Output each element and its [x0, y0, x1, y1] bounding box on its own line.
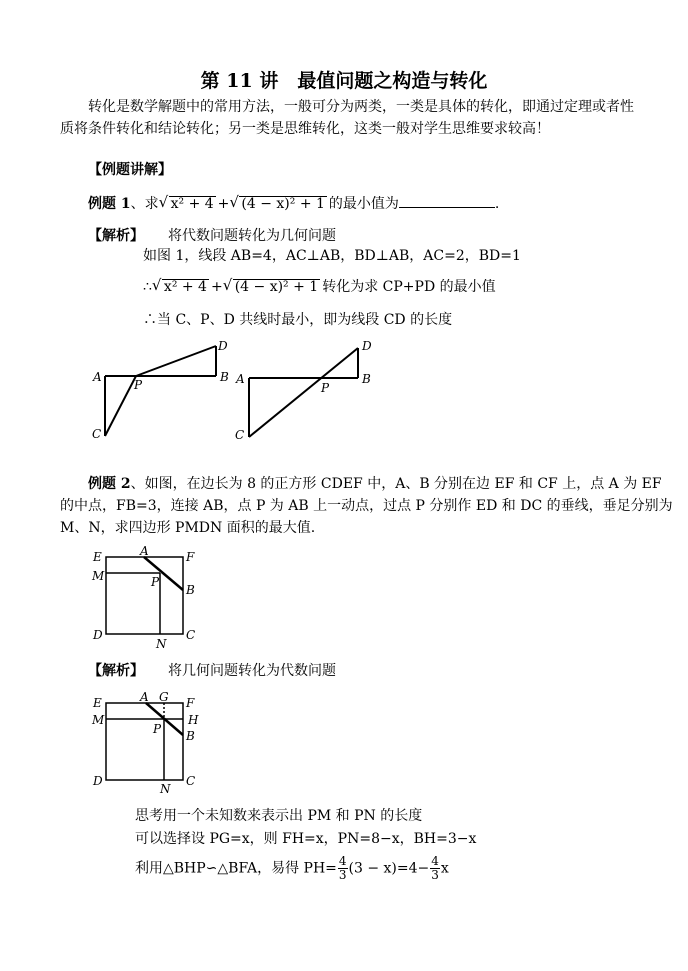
fig3-label-b: B: [186, 729, 195, 743]
fig3-label-h: H: [188, 713, 199, 727]
fig1b-label-b: B: [362, 372, 371, 386]
analysis-text-2: 将几何问题转化为代数问题: [168, 663, 336, 679]
analysis-label-1: 【解析】: [88, 228, 144, 244]
think-line-3: 利用△BHP∽△BFA，易得 PH= $\frac{4}{3}$ (3 − x)=4− $\frac{4}{3}$ x: [135, 854, 449, 882]
fig1b-label-a: A: [236, 372, 245, 386]
analysis-text-1: 将代数问题转化为几何问题: [168, 228, 336, 244]
analysis-label-2: 【解析】: [88, 663, 144, 679]
fig2-label-a: A: [140, 544, 149, 558]
think-line-1: 思考用一个未知数来表示出 PM 和 PN 的长度: [135, 808, 423, 824]
fig2-label-p: P: [151, 575, 160, 589]
fig2-label-m: M: [92, 569, 105, 583]
page-title: 第 11 讲 最值问题之构造与转化: [200, 70, 488, 92]
example-2-line-1: 例题 2、如图，在边长为 8 的正方形 CDEF 中，A、B 分别在边 EF 和 CF 上，点 A 为 EF: [88, 476, 662, 492]
fig1-label-p: P: [134, 378, 143, 392]
fig1b-label-c: C: [235, 428, 245, 442]
think-line-2: 可以选择设 PG=x，则 FH=x，PN=8−x，BH=3−x: [135, 831, 477, 847]
radical-2: √ (4 − x)² + 1: [229, 193, 327, 215]
example-2-label: 例题 2: [88, 476, 131, 492]
fig3-label-n: N: [160, 782, 171, 796]
fig3-label-e: E: [93, 696, 102, 710]
fig2-label-f: F: [186, 550, 195, 564]
section-label: 【例题讲解】: [88, 162, 172, 178]
example-1-suffix: 的最小值为: [328, 196, 399, 212]
fig3-label-m: M: [92, 713, 105, 727]
fig3-label-f: F: [186, 696, 195, 710]
fig1-label-c: C: [92, 427, 102, 441]
fig2-label-n: N: [156, 637, 167, 651]
fig1-label-a: A: [93, 370, 102, 384]
fig1b-label-d: D: [362, 339, 372, 353]
example-1-label: 例题 1: [88, 196, 131, 212]
example-2-analysis: [88, 660, 336, 682]
fig2-label-e: E: [93, 550, 102, 564]
example-1-line-3: ∴√ x² + 4 +√ (4 − x)² + 1 转化为求 CP+PD 的最小值: [143, 276, 496, 298]
fig2-label-c: C: [186, 628, 196, 642]
example-1-prefix: 、求: [130, 196, 159, 212]
example-1-line-2: 如图 1，线段 AB=4，AC⊥AB，BD⊥AB，AC=2，BD=1: [143, 248, 521, 264]
radical-1: √ x² + 4: [159, 193, 216, 215]
fig1b-label-p: P: [321, 381, 330, 395]
example-2-line-3: M、N，求四边形 PMDN 面积的最大值.: [60, 520, 316, 536]
example-1-question: 例题 1、求√ x² + 4 +√ (4 − x)² + 1 的最小值为 .: [88, 193, 499, 215]
fig2-label-b: B: [186, 583, 195, 597]
fig3-label-p: P: [153, 722, 162, 736]
fig1-label-b: B: [220, 370, 229, 384]
fig3-label-a: A: [140, 690, 149, 704]
example-1-line-4: ∴当 C、P、D 共线时最小，即为线段 CD 的长度: [143, 312, 453, 328]
intro-line-1: 转化是数学解题中的常用方法，一般可分为两类，一类是具体的转化，即通过定理或者性: [88, 99, 634, 115]
example-2-line-2: 的中点，FB=3，连接 AB，点 P 为 AB 上一动点，过点 P 分别作 ED 和 DC 的垂线，垂足分别为: [60, 498, 673, 514]
intro-line-2: 质将条件转化和结论转化；另一类是思维转化，这类一般对学生思维要求较高！: [60, 121, 550, 137]
fig2-label-d: D: [93, 628, 103, 642]
fig1-label-d: D: [218, 339, 228, 353]
fraction-2: $\frac{4}{3}$: [431, 854, 439, 882]
fig3-label-d: D: [93, 774, 103, 788]
fraction-1: $\frac{4}{3}$: [338, 854, 347, 882]
fig3-label-g: G: [159, 690, 169, 704]
fig3-label-c: C: [186, 774, 196, 788]
